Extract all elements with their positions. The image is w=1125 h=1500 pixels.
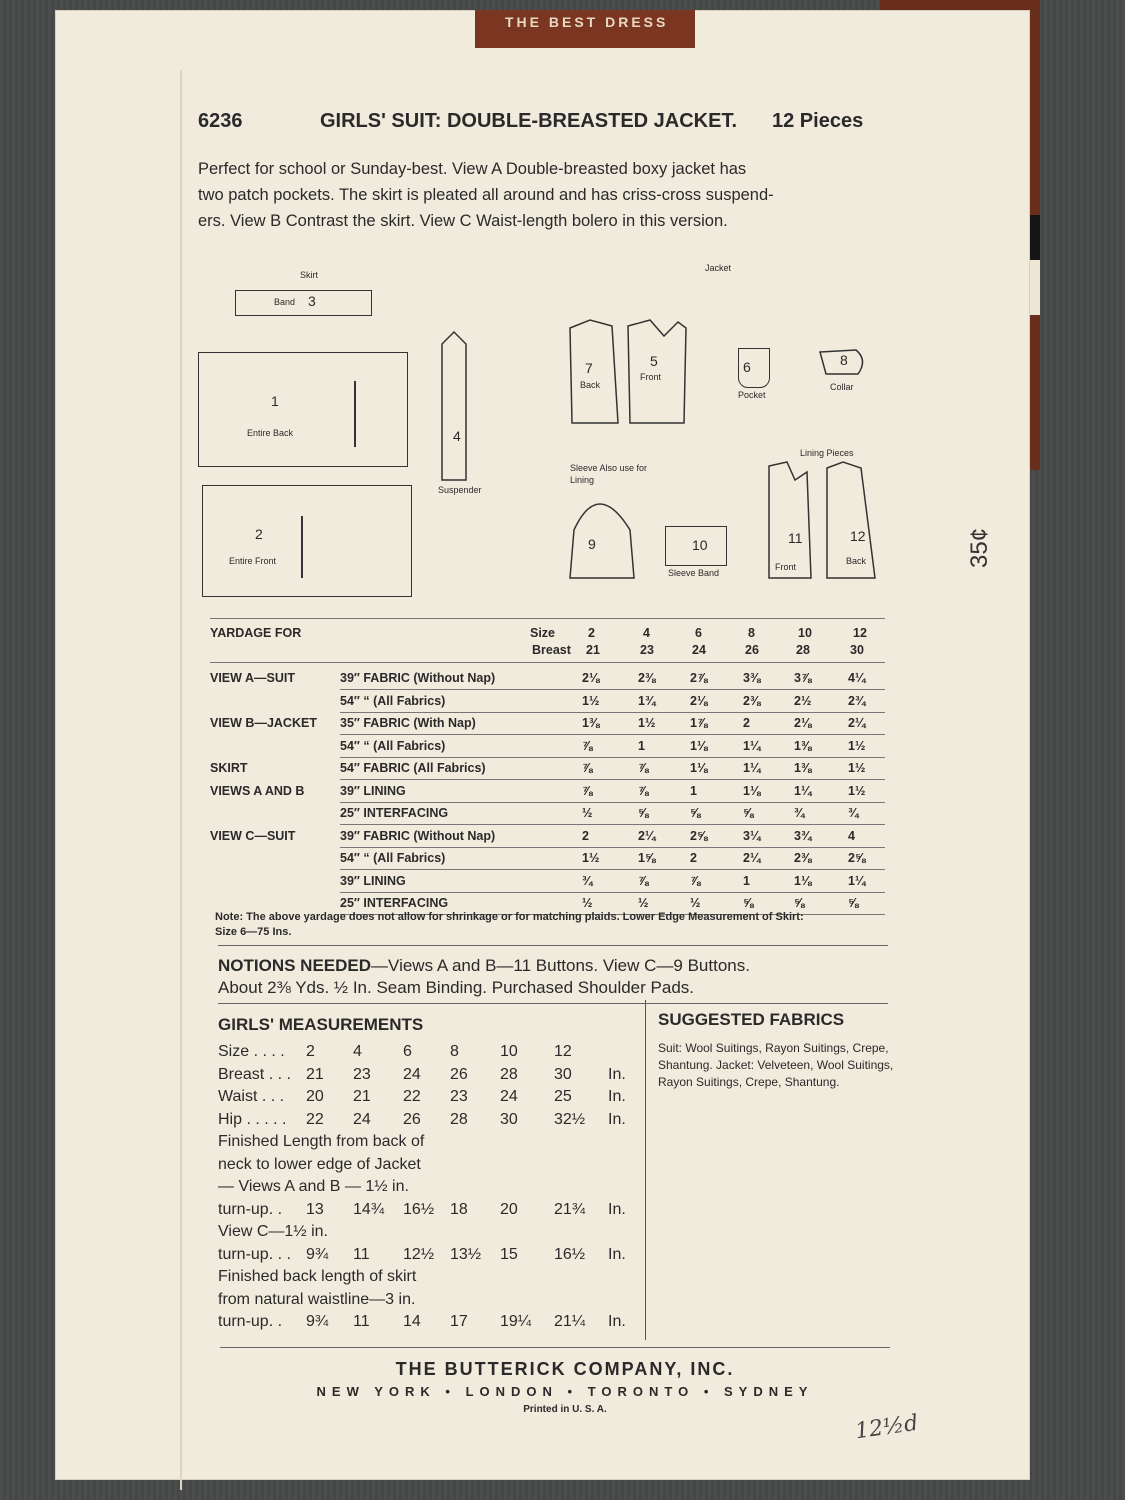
notions-line-2: About 2⅜ Yds. ½ In. Seam Binding. Purchased Shoulder Pads. <box>218 978 694 997</box>
yardage-value: 2½ <box>794 693 812 708</box>
yardage-value: 3⅞ <box>794 671 812 685</box>
piece-sleeve <box>568 490 638 585</box>
measurement-text: — Views A and B — 1½ in. <box>218 1178 409 1195</box>
band-number: 3 <box>308 293 316 309</box>
breast-col: 21 <box>586 643 600 657</box>
yardage-value: 1½ <box>848 738 866 753</box>
piece-1-label: Entire Back <box>247 428 294 438</box>
measurement-value: 10 <box>500 1043 518 1060</box>
measurement-value: 23 <box>450 1088 468 1105</box>
yardage-value: 1⅛ <box>794 873 812 888</box>
breast-col: 23 <box>640 643 654 657</box>
yardage-note <box>215 910 895 940</box>
piece-sleeve-band <box>665 526 727 566</box>
pattern-description <box>198 156 898 234</box>
yardage-fabric: 25″ INTERFACING <box>340 896 449 910</box>
yardage-value: ⅞ <box>638 761 649 775</box>
yardage-value: 1⅛ <box>743 783 761 798</box>
yardage-value: 1½ <box>638 716 656 730</box>
yardage-row <box>210 736 885 758</box>
pattern-number: 6236 <box>198 110 243 132</box>
yardage-value: 2⅜ <box>743 693 761 708</box>
yardage-value: ⅝ <box>848 896 859 910</box>
measurement-value: 4 <box>353 1043 362 1060</box>
piece-7-label: Back <box>580 380 601 390</box>
size-col: 12 <box>853 626 867 640</box>
yardage-value: ½ <box>638 896 649 910</box>
section-rule <box>220 1347 890 1348</box>
size-col: 4 <box>643 626 650 640</box>
yardage-value: 1⅜ <box>794 761 812 775</box>
yardage-value: 1¼ <box>743 738 761 753</box>
measurement-value: 25 <box>554 1088 572 1105</box>
yardage-fabric: 54″ “ (All Fabrics) <box>340 693 446 708</box>
yardage-value: 1¾ <box>638 693 656 708</box>
yardage-row <box>210 691 885 713</box>
measurement-label: Hip . . . . . <box>218 1110 287 1128</box>
yardage-value: 1 <box>638 738 645 753</box>
yardage-value: 1⅜ <box>794 738 812 753</box>
measurement-value: 13 <box>306 1200 324 1218</box>
lining-pieces-label: Lining Pieces <box>800 448 854 458</box>
measurement-value: 21¼ <box>554 1313 586 1330</box>
note-line: Size 6—75 Ins. <box>215 926 292 938</box>
yardage-value: 1⅞ <box>690 716 708 730</box>
measurement-unit: In. <box>608 1313 626 1330</box>
breast-col: 26 <box>745 643 759 657</box>
yardage-value: 1¼ <box>743 761 761 775</box>
table-rule <box>210 662 885 663</box>
yardage-value: ⅝ <box>690 806 701 820</box>
piece-6-number: 6 <box>743 359 751 375</box>
suggested-text: Suit: Wool Suitings, Rayon Suitings, Crepe, Shantung. Jacket: Velveteen, Wool Suitings, Rayon Suitings, Crepe, Shantung. <box>658 1041 894 1089</box>
measurement-value: 23 <box>353 1065 371 1083</box>
measurement-value: 6 <box>403 1043 412 1060</box>
yardage-value: 2⅞ <box>690 671 708 685</box>
yardage-value: ⅝ <box>794 896 805 910</box>
yardage-value: 3⅜ <box>743 671 761 685</box>
measurement-value: 30 <box>554 1065 572 1083</box>
yardage-fabric: 54″ “ (All Fabrics) <box>340 851 446 865</box>
yardage-fabric: 39″ LINING <box>340 783 406 798</box>
yardage-value: 1 <box>743 873 750 888</box>
size-col: 2 <box>588 626 595 640</box>
measurement-value: 20 <box>500 1200 518 1218</box>
measurement-value: 15 <box>500 1245 518 1263</box>
measurement-value: 22 <box>403 1088 421 1105</box>
measurement-value: 12½ <box>403 1245 435 1263</box>
yardage-value: 1 <box>690 783 697 798</box>
measurement-value: 17 <box>450 1313 468 1330</box>
section-rule <box>218 1003 888 1004</box>
yardage-fabric: 25″ INTERFACING <box>340 806 449 820</box>
yardage-value: 2¼ <box>848 716 866 730</box>
yardage-row <box>210 826 885 848</box>
measurement-unit: In. <box>608 1245 626 1263</box>
piece-4-label: Suspender <box>438 485 482 495</box>
price-label: 35¢ <box>966 527 993 568</box>
piece-9-number: 9 <box>588 536 596 552</box>
size-label: Size <box>530 626 556 640</box>
yardage-value: ⅞ <box>638 873 649 888</box>
measurement-value: 16½ <box>403 1200 435 1218</box>
skirt-label: Skirt <box>300 270 318 280</box>
yardage-row <box>210 668 885 690</box>
piece-12-number: 12 <box>850 528 866 544</box>
yardage-value: ⅞ <box>582 738 593 753</box>
piece-count: 12 Pieces <box>772 110 864 132</box>
description-line: ers. View B Contrast the skirt. View C Waist-length bolero in this version. <box>198 212 728 230</box>
yardage-value: ½ <box>582 896 593 910</box>
yardage-value: 1½ <box>848 761 866 775</box>
yardage-row <box>210 713 885 735</box>
yardage-value: 2⅜ <box>638 671 656 685</box>
yardage-value: 1⅜ <box>582 716 600 730</box>
measurement-value: 13½ <box>450 1245 482 1263</box>
measurement-unit: In. <box>608 1088 626 1105</box>
company-cities: NEW YORK • LONDON • TORONTO • SYDNEY <box>316 1384 814 1399</box>
band-label: Band <box>274 297 296 307</box>
column-divider <box>645 1000 646 1340</box>
measurement-value: 32½ <box>554 1110 586 1128</box>
measurement-text: neck to lower edge of Jacket <box>218 1155 421 1173</box>
yardage-value: 1¼ <box>848 873 866 888</box>
piece-10-number: 10 <box>692 537 708 553</box>
measurement-value: 19¼ <box>500 1313 532 1330</box>
measurement-label: turn-up. . . <box>218 1245 291 1263</box>
measurement-value: 11 <box>353 1245 370 1263</box>
measurement-value: 28 <box>450 1110 468 1128</box>
piece-8-label: Collar <box>830 382 854 392</box>
yardage-value: 1½ <box>582 851 600 865</box>
yardage-row <box>210 803 885 825</box>
measurement-value: 11 <box>353 1313 370 1330</box>
yardage-view: VIEW A—SUIT <box>210 671 295 685</box>
description-line: Perfect for school or Sunday-best. View A Double-breasted boxy jacket has <box>198 160 747 178</box>
measurement-label: turn-up. . <box>218 1313 283 1330</box>
piece-jacket-back-front <box>568 318 758 428</box>
measurement-value: 26 <box>450 1065 468 1083</box>
measurement-value: 30 <box>500 1110 518 1128</box>
yardage-value: ⅝ <box>743 896 754 910</box>
measurement-value: 14¾ <box>353 1200 385 1218</box>
yardage-value: 1⅝ <box>638 851 656 865</box>
yardage-value: 1½ <box>582 693 600 708</box>
measurement-value: 21 <box>353 1088 371 1105</box>
measurement-value: 14 <box>403 1313 421 1330</box>
yardage-value: 2¼ <box>743 851 761 865</box>
yardage-value: ⅞ <box>638 783 649 798</box>
yardage-row <box>210 871 885 893</box>
yardage-value: ¾ <box>794 806 805 820</box>
jacket-label: Jacket <box>705 263 732 273</box>
yardage-view: VIEW C—SUIT <box>210 828 296 843</box>
piece-9-label: Sleeve Also use for Lining <box>570 463 648 485</box>
measurement-value: 16½ <box>554 1245 586 1263</box>
measurement-value: 21 <box>306 1065 324 1083</box>
piece-11-label: Front <box>775 562 797 572</box>
yardage-header-row <box>210 623 885 657</box>
yardage-value: ½ <box>582 806 593 820</box>
yardage-value: 2⅝ <box>848 851 866 865</box>
yardage-value: ⅞ <box>582 783 593 798</box>
measurement-value: 24 <box>353 1110 371 1128</box>
yardage-fabric: 54″ “ (All Fabrics) <box>340 738 446 753</box>
piece-5-number: 5 <box>650 353 658 369</box>
yardage-value: 3¾ <box>794 828 812 843</box>
yardage-value: ½ <box>690 896 701 910</box>
measurements-heading: GIRLS' MEASUREMENTS <box>218 1015 424 1034</box>
measurement-value: 24 <box>500 1088 518 1105</box>
yardage-value: 1¼ <box>794 783 812 798</box>
measurement-value: 2 <box>306 1043 315 1060</box>
piece-pocket <box>738 348 770 388</box>
yardage-title: YARDAGE FOR <box>210 626 302 640</box>
measurement-unit: In. <box>608 1110 626 1128</box>
yardage-value: ¾ <box>848 806 859 820</box>
measurement-unit: In. <box>608 1200 626 1218</box>
measurement-value: 22 <box>306 1110 324 1128</box>
yardage-value: 1⅛ <box>690 761 708 775</box>
breast-col: 24 <box>692 643 706 657</box>
piece-7-number: 7 <box>585 360 593 376</box>
yardage-value: 2⅛ <box>794 716 812 730</box>
measurement-value: 20 <box>306 1088 324 1105</box>
yardage-fabric: 39″ FABRIC (Without Nap) <box>340 828 496 843</box>
size-col: 8 <box>748 626 755 640</box>
section-rule <box>218 945 888 946</box>
yardage-value: ⅝ <box>743 806 754 820</box>
company-name: THE BUTTERICK COMPANY, INC. <box>395 1359 735 1379</box>
yardage-value: ⅞ <box>582 761 593 775</box>
girls-measurements <box>218 1015 638 1330</box>
yardage-value: ⅞ <box>690 873 701 888</box>
yardage-value: 4¼ <box>848 671 866 685</box>
yardage-value: 2 <box>743 716 750 730</box>
yardage-row <box>210 758 885 780</box>
measurement-value: 9¾ <box>306 1313 329 1330</box>
measurement-value: 21¾ <box>554 1200 586 1218</box>
yardage-value: 2⅛ <box>582 671 600 685</box>
yardage-fabric: 35″ FABRIC (With Nap) <box>340 716 476 730</box>
piece-8-number: 8 <box>840 352 848 368</box>
yardage-value: 2⅜ <box>794 851 812 865</box>
measurement-value: 9¾ <box>306 1245 329 1263</box>
measurement-value: 18 <box>450 1200 468 1218</box>
breast-col: 30 <box>850 643 864 657</box>
piece-11-number: 11 <box>788 530 803 546</box>
top-tab-text: THE BEST DRESS <box>505 14 669 30</box>
yardage-value: ¾ <box>582 873 593 888</box>
notions-heading: NOTIONS NEEDED <box>218 956 372 975</box>
yardage-view: SKIRT <box>210 761 248 775</box>
measurement-label: Breast . . . <box>218 1065 291 1083</box>
measurement-text: Finished back length of skirt <box>218 1268 417 1285</box>
price-wrap <box>962 500 1002 580</box>
measurement-text: Finished Length from back of <box>218 1133 425 1150</box>
notions-line-1: —Views A and B—11 Buttons. View C—9 Buttons. <box>371 956 750 975</box>
measurement-text: from natural waistline—3 in. <box>218 1290 416 1308</box>
yardage-value: 2¾ <box>848 693 866 708</box>
piece-suspender <box>440 330 470 482</box>
printed-in: Printed in U. S. A. <box>523 1404 607 1415</box>
envelope-top-tab <box>475 10 695 48</box>
breast-label: Breast <box>532 643 571 657</box>
piece-10-label: Sleeve Band <box>668 568 720 578</box>
pattern-title: GIRLS' SUIT: DOUBLE-BREASTED JACKET. <box>320 110 738 132</box>
yardage-row <box>210 848 885 870</box>
piece-entire-back <box>198 352 408 467</box>
measurement-value: 28 <box>500 1065 518 1083</box>
yardage-fabric: 54″ FABRIC (All Fabrics) <box>340 761 486 775</box>
yardage-row <box>210 781 885 803</box>
yardage-value: 1⅛ <box>690 738 708 753</box>
yardage-view: VIEW B—JACKET <box>210 716 317 730</box>
measurement-text: View C—1½ in. <box>218 1223 328 1240</box>
suggested-heading: SUGGESTED FABRICS <box>658 1010 845 1029</box>
yardage-fabric: 39″ LINING <box>340 873 406 888</box>
size-col: 6 <box>695 626 702 640</box>
breast-col: 28 <box>796 643 810 657</box>
handwritten-price: 12½d <box>853 1410 920 1445</box>
measurement-label: Waist . . . <box>218 1088 285 1105</box>
yardage-value: 2¼ <box>638 828 656 843</box>
yardage-value: 2⅝ <box>690 828 708 843</box>
measurement-label: turn-up. . <box>218 1200 283 1218</box>
size-col: 10 <box>798 626 812 640</box>
piece-band <box>235 290 372 316</box>
suggested-fabrics <box>658 1010 898 1091</box>
piece-12-label: Back <box>846 556 867 566</box>
yardage-value: 2⅛ <box>690 693 708 708</box>
piece-1-number: 1 <box>271 393 279 409</box>
envelope-fold-line <box>180 70 182 1490</box>
note-line: Note: The above yardage does not allow for shrinkage or for matching plaids. Lower Edge Measurement of Skirt: <box>215 911 804 923</box>
yardage-value: 2 <box>582 828 589 843</box>
piece-6-label: Pocket <box>738 390 766 400</box>
yardage-fabric: 39″ FABRIC (Without Nap) <box>340 671 496 685</box>
measurement-value: 24 <box>403 1065 421 1083</box>
piece-5-label: Front <box>640 372 662 382</box>
description-line: two patch pockets. The skirt is pleated all around and has criss-cross suspend- <box>198 186 774 204</box>
yardage-value: 2 <box>690 851 697 865</box>
measurement-label: Size . . . . <box>218 1043 285 1060</box>
piece-4-number: 4 <box>453 428 461 444</box>
piece-2-label: Entire Front <box>229 556 277 566</box>
piece-entire-front <box>202 485 412 597</box>
table-rule <box>210 618 885 619</box>
yardage-value: 3¼ <box>743 828 761 843</box>
piece-2-number: 2 <box>255 526 263 542</box>
yardage-value: 4 <box>848 828 855 843</box>
measurement-value: 12 <box>554 1043 572 1060</box>
measurement-value: 8 <box>450 1043 459 1060</box>
yardage-view: VIEWS A AND B <box>210 783 305 798</box>
measurement-unit: In. <box>608 1065 626 1083</box>
measurement-value: 26 <box>403 1110 421 1128</box>
notions-section <box>218 955 898 999</box>
yardage-value: ⅝ <box>638 806 649 820</box>
yardage-value: 1½ <box>848 783 866 798</box>
